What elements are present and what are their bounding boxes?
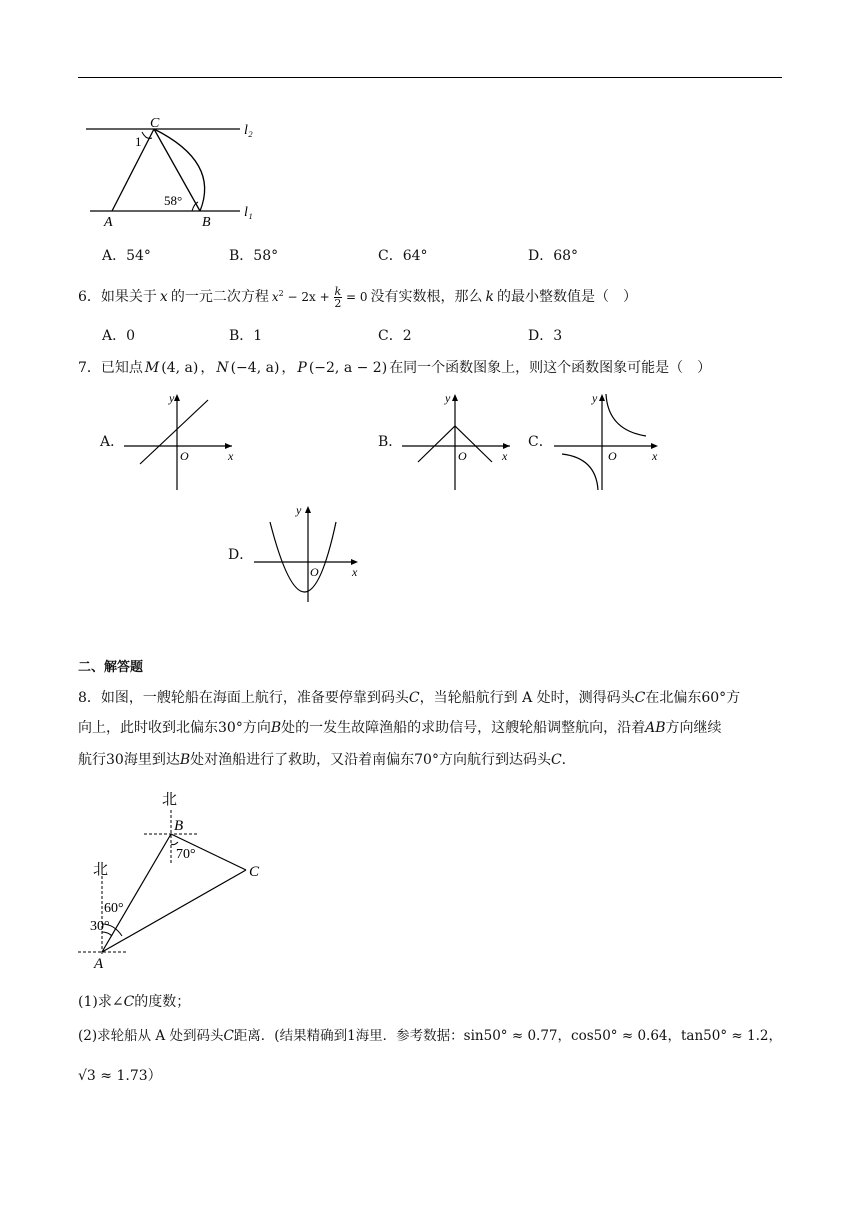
fig-north-a: 北 — [93, 862, 109, 878]
q8-l3-num: 30 — [106, 752, 124, 768]
q6-stem — [78, 284, 637, 309]
segment-ab — [102, 834, 171, 952]
q6-eq-rest: − 2x + — [287, 290, 330, 304]
q7-stem — [78, 358, 711, 378]
q8-l2-bb: B — [270, 720, 282, 736]
label-l2: l₂ — [244, 123, 253, 138]
fig-angle-70: 70° — [176, 847, 196, 862]
graph-c-x-label: x — [652, 449, 658, 463]
q8-l2-deg: 30° — [218, 720, 243, 736]
q7-point-m: M — [144, 360, 160, 376]
q8-l2-a: 向上，此时收到北偏东 — [78, 720, 218, 736]
q8-l3-deg: 70° — [414, 752, 439, 768]
q6-equation — [272, 284, 368, 309]
q6-fraction — [334, 286, 343, 309]
q6-mid: 的一元二次方程 — [170, 288, 269, 305]
q8-sub2-a: (2)求轮船从 A 处到码头 — [78, 1028, 224, 1044]
q5-option-b: B．58° — [229, 248, 279, 264]
q8-l1-b: ，当轮船航行到 A 处时，测得码头 — [419, 690, 635, 706]
label-a: A — [104, 215, 113, 230]
graph-c-branch-2 — [562, 454, 598, 490]
fig-label-a: A — [94, 956, 104, 972]
q7-graph-b — [398, 390, 518, 494]
q8-l1-deg: 60° — [701, 690, 727, 706]
q7-sep2: ， — [281, 360, 296, 376]
graph-d-x-label: x — [352, 565, 358, 579]
q8-l3-bb: B — [179, 752, 191, 768]
q7-prefix: 7．已知点 — [78, 360, 143, 376]
q6-var-x: x — [159, 288, 168, 305]
q8-l3-cc: C — [550, 752, 562, 768]
fig-angle-30: 30° — [90, 919, 110, 934]
q8-l1-a: 8．如图，一艘轮船在海面上航行，准备要停靠到码头 — [78, 690, 409, 706]
q6-option-b: B．1 — [229, 328, 263, 344]
label-b: B — [202, 215, 211, 230]
graph-a-line — [140, 400, 208, 464]
q8-l3-a: 航行 — [78, 752, 106, 768]
q5-figure — [80, 112, 270, 232]
graph-a-origin-label: O — [180, 449, 189, 463]
graph-c-origin-label: O — [608, 449, 617, 463]
q8-sub1-a: (1)求 — [78, 994, 112, 1010]
graph-b-y-label: y — [445, 391, 451, 405]
q8-l2-c: 处的一发生故障渔船的求助信号，这艘轮船调整航向，沿着 — [281, 720, 646, 736]
q7-option-c-label: C． — [528, 434, 553, 450]
graph-d-y-label: y — [296, 503, 302, 517]
q6-prefix: 6．如果关于 — [78, 288, 157, 305]
q7-point-n: N — [216, 360, 229, 376]
q6-eq-x: x — [271, 290, 279, 304]
q7-option-b-label: B． — [378, 434, 403, 450]
q8-l3-b: 海里到达 — [123, 752, 180, 768]
q8-l3-d: 方向航行到达码头 — [438, 752, 551, 768]
q6-var-k: k — [485, 288, 494, 305]
q8-sub-2 — [78, 1026, 782, 1046]
graph-a-y-label: y — [169, 391, 175, 405]
q8-sub2-num: 1 — [347, 1028, 356, 1044]
label-c: C — [150, 116, 160, 131]
q8-sub-2-cont — [78, 1066, 162, 1086]
q8-sub-1 — [78, 992, 190, 1012]
segment-ca — [112, 129, 154, 211]
q6-after: 没有实数根，那么 — [370, 288, 483, 305]
q8-line-2 — [78, 718, 722, 738]
q7-graph-d — [250, 502, 365, 606]
q8-line-1 — [78, 688, 740, 708]
q7-point-p: P — [297, 360, 307, 376]
section-title: 二、解答题 — [78, 660, 144, 675]
q8-l1-c2: C — [634, 690, 646, 706]
q6-frac-den: 2 — [334, 297, 342, 310]
q7-m-coord: (4, a) — [161, 360, 199, 376]
graph-c-y-label: y — [592, 391, 598, 405]
graph-c-branch-1 — [606, 394, 646, 436]
graph-d-origin-label: O — [310, 565, 319, 579]
graph-a-x-label: x — [228, 449, 234, 463]
q7-n-coord: (−4, a) — [230, 360, 280, 376]
fig-label-c: C — [249, 864, 260, 880]
graph-b-origin-label: O — [458, 449, 467, 463]
fig-north-b: 北 — [162, 792, 178, 808]
q8-sub2-c: C — [223, 1028, 234, 1044]
q7-suffix: 在同一个函数图象上，则这个函数图象可能是（ ） — [389, 360, 712, 376]
label-l1: l₁ — [244, 205, 253, 220]
q6-option-c: C．2 — [378, 328, 412, 344]
q7-graph-a — [120, 390, 240, 494]
q8-l1-c: C — [408, 690, 420, 706]
label-angle-1: 1 — [135, 134, 142, 149]
q8-l2-ab: AB — [645, 720, 666, 736]
graph-d-parabola — [270, 522, 336, 592]
graph-b-x-label: x — [502, 449, 508, 463]
q7-p-coord: (−2, a − 2) — [308, 360, 388, 376]
q8-l2-d: 方向继续 — [665, 720, 722, 736]
q8-figure — [74, 786, 274, 972]
q6-eq-sup: 2 — [278, 289, 284, 298]
q8-sub2-cc: 海里．参考数据：sin50° ≈ 0.77，cos50° ≈ 0.64，tan50° ≈ 1.2， — [355, 1028, 782, 1044]
q8-l2-b: 方向 — [242, 720, 271, 736]
fig-label-b: B — [174, 818, 184, 834]
q6-frac-num: k — [334, 285, 342, 298]
q8-sub2-b: 距离．(结果精确到 — [233, 1028, 348, 1044]
q7-option-d-label: D． — [228, 547, 254, 563]
q8-sub2-d: ） — [147, 1068, 162, 1084]
q6-option-a: A．0 — [102, 328, 136, 344]
q5-option-d: D．68° — [528, 248, 579, 264]
q6-eq-right: = 0 — [346, 290, 368, 304]
q6-option-d: D．3 — [528, 328, 563, 344]
q8-l3-c: 处对渔船进行了救助，又沿着南偏东 — [190, 752, 415, 768]
header-rule — [78, 77, 782, 78]
q8-l1-d: 方 — [726, 690, 741, 706]
q8-sub2-sqrt: √3 ≈ 1.73 — [78, 1068, 148, 1084]
q7-graph-c — [550, 390, 665, 494]
q8-l3-e: ． — [561, 752, 576, 768]
q8-line-3 — [78, 750, 576, 770]
q6-suffix: 的最小整数值是（ ） — [497, 288, 637, 305]
q8-l1-cc: 在北偏东 — [645, 690, 702, 706]
q5-option-a: A．54° — [102, 248, 151, 264]
q7-sep1: ， — [200, 360, 215, 376]
label-angle-58: 58° — [164, 193, 183, 208]
q7-option-a-label: A． — [100, 434, 125, 450]
fig-angle-60: 60° — [104, 901, 124, 916]
q8-sub1-angle: ∠C — [111, 994, 135, 1010]
q8-sub1-b: 的度数； — [134, 994, 191, 1010]
q5-option-c: C．64° — [378, 248, 428, 264]
